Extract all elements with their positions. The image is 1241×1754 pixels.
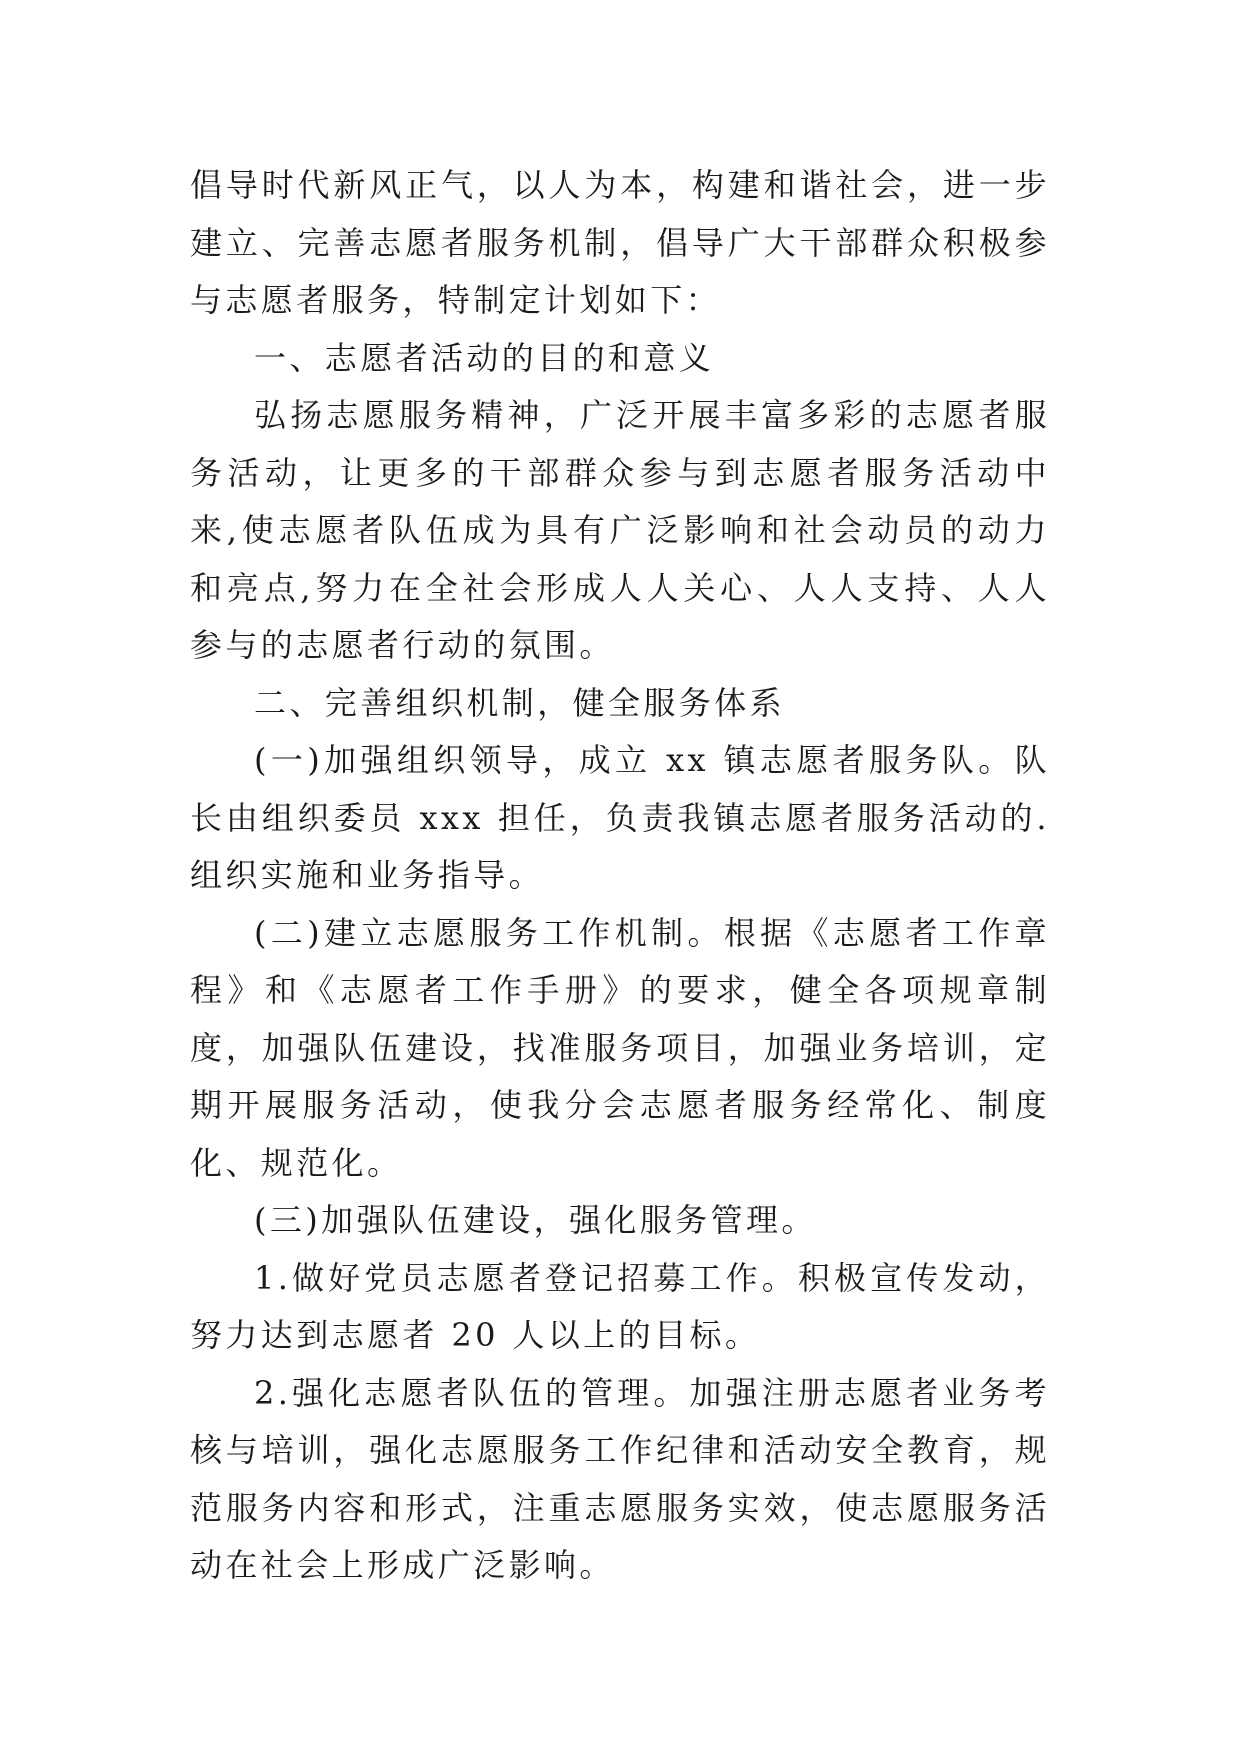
section-heading-1: 一、志愿者活动的目的和意义: [254, 338, 715, 377]
document-body: [190, 157, 1050, 1595]
paragraph-item-3: (三)加强队伍建设，强化服务管理。: [254, 1201, 817, 1239]
paragraph-purpose: 弘扬志愿服务精神，广泛开展丰富多彩的志愿者服务活动，让更多的干部群众参与到志愿者服务活动中来,使志愿者队伍成为具有广泛影响和社会动员的动力和亮点,努力在全社会形成人人关心、人人支持、人人参与的志愿者行动的氛围。: [190, 396, 1050, 664]
paragraph-item-2: (二)建立志愿服务工作机制。根据《志愿者工作章程》和《志愿者工作手册》的要求，健全各项规章制度，加强队伍建设，找准服务项目，加强业务培训，定期开展服务活动，使我分会志愿者服务经常化、制度化、规范化。: [190, 913, 1050, 1182]
paragraph-intro: 倡导时代新风正气，以人为本，构建和谐社会，进一步建立、完善志愿者服务机制，倡导广大干部群众积极参与志愿者服务，特制定计划如下：: [190, 166, 1050, 319]
section-heading-2: 二、完善组织机制，健全服务体系: [254, 683, 786, 722]
paragraph-subitem-2: 2.强化志愿者队伍的管理。加强注册志愿者业务考核与培训，强化志愿服务工作纪律和活动安全教育，规范服务内容和形式，注重志愿服务实效，使志愿服务活动在社会上形成广泛影响。: [190, 1373, 1050, 1584]
paragraph-subitem-1: 1.做好党员志愿者登记招募工作。积极宣传发动，努力达到志愿者 20 人以上的目标。: [190, 1258, 1050, 1354]
paragraph-item-1: (一)加强组织领导，成立 xx 镇志愿者服务队。队长由组织委员 xxx 担任，负责我镇志愿者服务活动的.组织实施和业务指导。: [190, 741, 1050, 894]
